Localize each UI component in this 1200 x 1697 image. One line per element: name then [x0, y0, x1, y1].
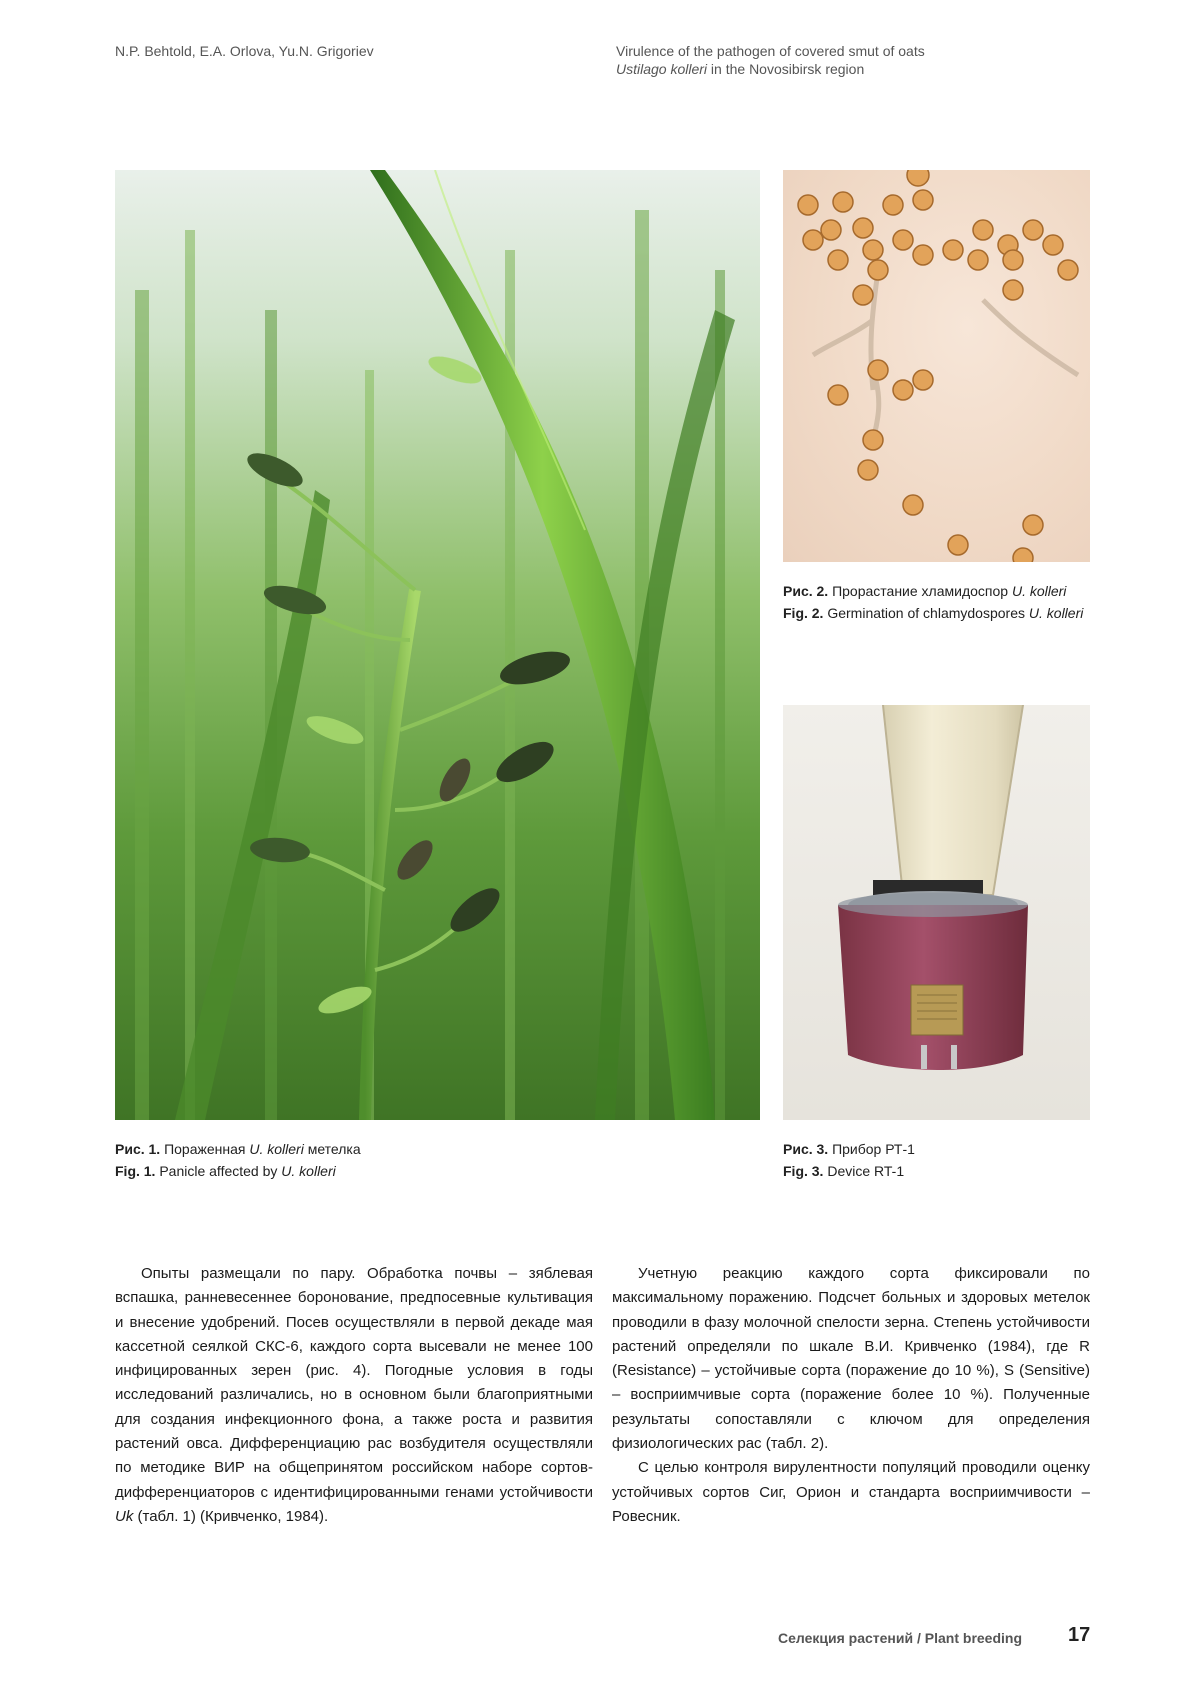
figure-2-species-ru: U. kolleri [1011, 583, 1067, 599]
page-number: 17 [1068, 1624, 1091, 1646]
figure-3-device-photo [783, 705, 1090, 1120]
body-paragraph: Учетную реакцию каждого сорта фиксировали по максимальному поражению. Подсчет больных и здоровых метелок проводили в фазу молочной спелости зерна. Степень устойчивости растений определяли по шкале В.И. Кривченко (1984), где R (Resistance) – устойчивые сорта (поражение до 10 %), S (Sensitive) – восприимчивые сорта (поражение более 10 %). Полученные результаты сопоставляли с ключом для определения физиологических рас (табл. 2). [612, 1265, 1090, 1453]
figure-1-text-ru-pre: Пораженная [160, 1141, 250, 1157]
figure-1-species-en: U. kolleri [281, 1163, 336, 1179]
body-column-left [115, 1262, 593, 1529]
figure-3-label-en: Fig. 3. [783, 1163, 824, 1179]
figure-3-text-ru: Прибор РТ-1 [828, 1141, 915, 1157]
figure-2-chlamydospores-micrograph [783, 170, 1090, 562]
figure-3-caption-en [783, 1160, 1089, 1182]
figure-1-text-ru-post: метелка [303, 1141, 361, 1157]
figure-1-label-en: Fig. 1. [115, 1163, 156, 1179]
figure-2-species-en: U. kolleri [1028, 605, 1084, 621]
body-paragraph-text: Опыты размещали по пару. Обработка почвы – зяблевая вспашка, ранневесеннее боронование, предпосевные культивация и внесение удобрений. Посев осуществляли в первой декаде мая кассетной сеялкой СКС-6, каждого сорта высевали не менее 100 инфицированных зерен (рис. 4). Погодные условия в годы исследований различались, но в основном были благоприятными для создания инфекционного фона, а также роста и развития растений овса. Дифференциацию рас возбудителя осуществляли по методике ВИР на общепринятом российском наборе сортов-дифференциаторов с идентифицированными генами устойчивости [115, 1265, 593, 1501]
figure-3-caption [783, 1138, 1089, 1182]
figure-1-caption-en [115, 1160, 755, 1182]
gene-symbol: Uk [115, 1507, 134, 1525]
header-title-line1: Virulence of the pathogen of covered smut of oats [616, 43, 925, 59]
figure-3-caption-ru [783, 1138, 1089, 1160]
header-title-species: Ustilago kolleri [616, 61, 708, 77]
figure-1-oat-panicle-photo [115, 170, 760, 1120]
figure-1-label-ru: Рис. 1. [115, 1141, 161, 1157]
figure-2-label-ru: Рис. 2. [783, 583, 829, 599]
oat-panicle-illustration [115, 170, 760, 1120]
body-paragraph [115, 1262, 593, 1529]
body-column-right [612, 1262, 1090, 1529]
body-paragraph: С целью контроля вирулентности популяций проводили оценку устойчивых сортов Сиг, Орион и стандарта восприимчивости – Ровесник. [612, 1459, 1090, 1525]
figure-1-species-ru: U. kolleri [249, 1141, 304, 1157]
header-title-region: in the Novosibirsk region [707, 61, 865, 77]
figure-1-caption-ru [115, 1138, 755, 1160]
journal-section-label: Селекция растений / Plant breeding [778, 1630, 1023, 1646]
figure-2-caption [783, 580, 1089, 624]
figure-2-text-ru: Прорастание хламидоспор [828, 583, 1012, 599]
figure-2-caption-ru [783, 580, 1089, 602]
figure-2-label-en: Fig. 2. [783, 605, 824, 621]
figure-2-text-en: Germination of chlamydospores [823, 605, 1029, 621]
device-rt1-illustration [783, 705, 1090, 1120]
header-title-line2 [616, 60, 1096, 78]
figure-3-text-en: Device RT-1 [823, 1163, 905, 1179]
figure-1-caption [115, 1138, 755, 1182]
figure-2-caption-en [783, 602, 1089, 624]
running-header-authors: N.P. Behtold, E.A. Orlova, Yu.N. Grigoriev [115, 43, 374, 59]
figure-3-label-ru: Рис. 3. [783, 1141, 829, 1157]
body-paragraph-end: (табл. 1) (Кривченко, 1984). [133, 1507, 329, 1525]
running-header-title [616, 42, 1096, 78]
figure-1-text-en: Panicle affected by [155, 1163, 282, 1179]
chlamydospores-illustration [783, 170, 1090, 562]
